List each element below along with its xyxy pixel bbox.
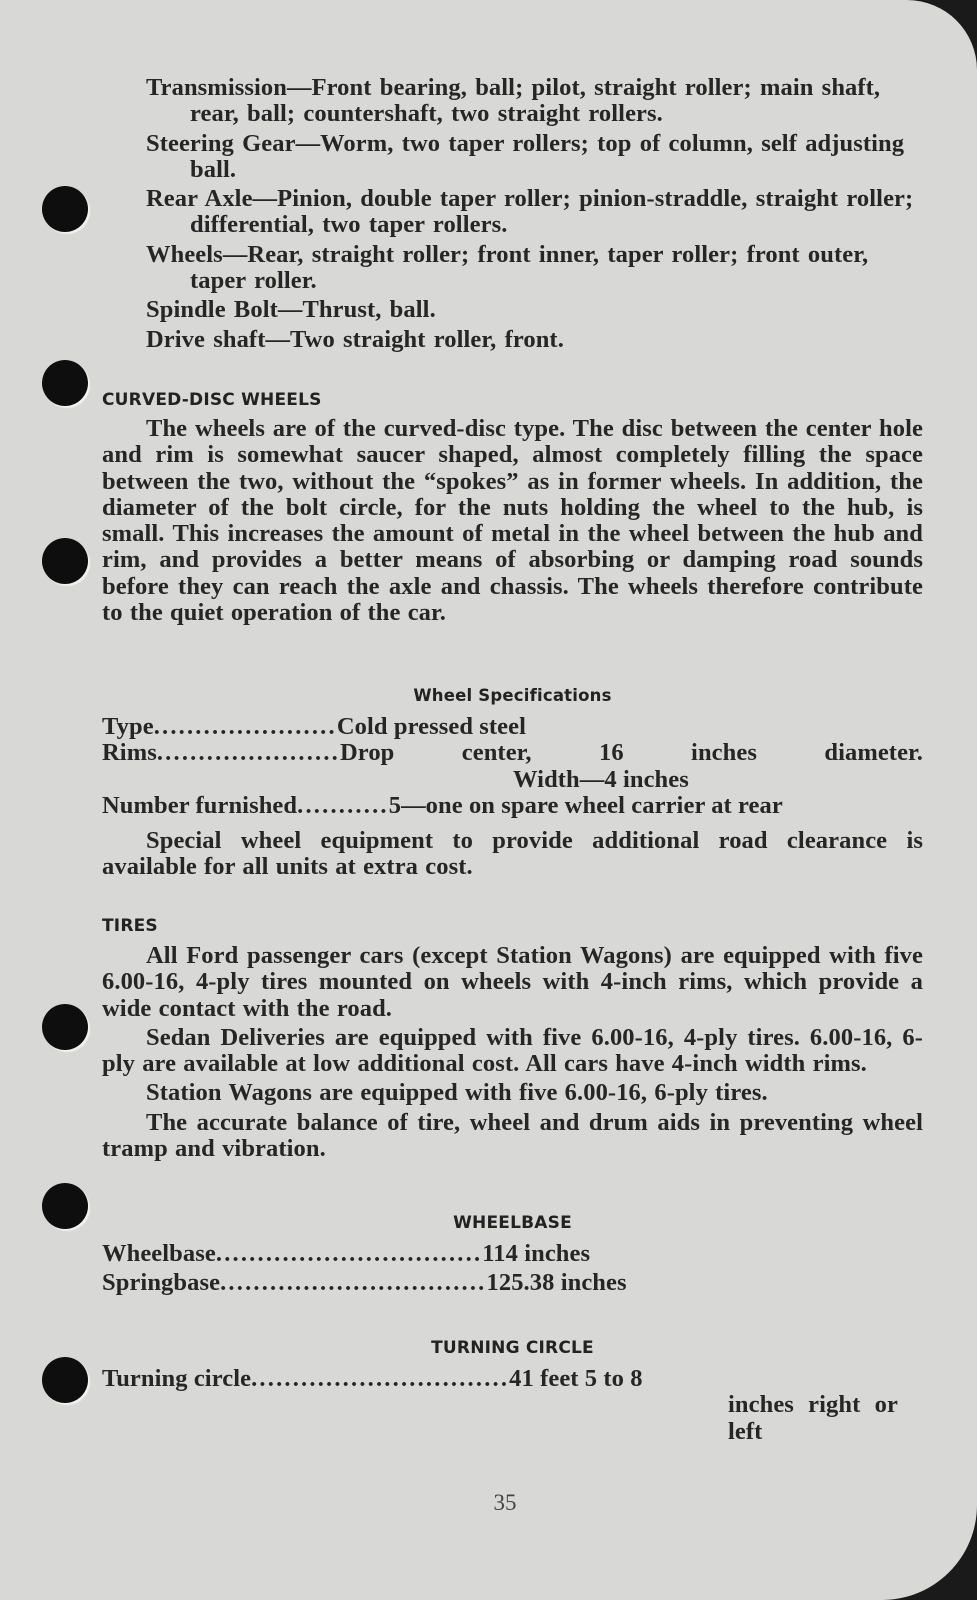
wheel-specs-table [102,714,923,819]
tires-section [102,943,923,1162]
spec-label: Rims [102,739,157,767]
wheel-specs-note [102,828,923,881]
leader-dots: ...................... [153,714,337,740]
binder-hole-2 [42,360,88,406]
leader-dots: ................................ [215,1241,483,1267]
wheelbase-table [102,1241,862,1297]
turning-circle-row [102,1366,922,1392]
spec-row-type [102,714,923,740]
spec-label: Number furnished [102,791,298,819]
binder-hole-6 [42,1357,88,1403]
spec-row-rims-continuation: Width—4 inches [513,765,689,793]
spec-label: Turning circle [102,1365,252,1392]
binder-hole-4 [42,1004,88,1050]
spec-value: 114 inches [482,1240,591,1267]
bearing-item-steering-gear: Steering Gear—Worm, two taper rollers; top of column, self adjusting ball. [146,129,905,183]
tires-paragraph-2: Sedan Deliveries are equipped with five 6.00-16, 4-ply tires. 6.00-16, 6-ply are available at low additional cost. All cars have 4-inch width rims. [102,1023,923,1078]
turning-circle-table [102,1366,922,1445]
turning-circle-value-line-3: left [728,1417,763,1445]
turning-circle-value-line-2: inches right or [728,1391,898,1419]
bearing-item-spindle-bolt: Spindle Bolt—Thrust, ball. [146,296,436,324]
tires-paragraph-3: Station Wagons are equipped with five 6.00-16, 6-ply tires. [146,1079,768,1107]
spec-value: 125.38 inches [486,1269,627,1297]
leader-dots: ........... [297,792,389,819]
binder-hole-1 [42,186,88,232]
binder-hole-5 [42,1183,88,1229]
wheelbase-row [102,1241,862,1267]
tires-paragraph-4: The accurate balance of tire, wheel and drum aids in preventing wheel tramp and vibration. [102,1108,923,1163]
bearing-item-transmission: Transmission—Front bearing, ball; pilot, straight roller; main shaft, rear, ball; countershaft, two straight rollers. [146,74,881,128]
springbase-row [102,1270,862,1296]
wheel-specs-note-text: Special wheel equipment to provide additional road clearance is available for all units at extra cost. [102,827,923,881]
tires-paragraph-1: All Ford passenger cars (except Station Wagons) are equipped with five 6.00-16, 4-ply tires mounted on wheels with 4-inch rims, which provide a wide contact with the road. [102,942,923,1022]
section-heading-curved-disc-wheels: CURVED-DISC WHEELS [102,390,322,410]
spec-value: 5—one on spare wheel carrier at rear [388,791,783,819]
spec-value: Drop center, 16 inches diameter. [340,739,923,767]
bearing-item-rear-axle: Rear Axle—Pinion, double taper roller; pinion-straddle, straight roller; differential, two taper rollers. [146,185,914,239]
curved-disc-paragraph: The wheels are of the curved-disc type. The disc between the center hole and rim is somewhat saucer shaped, almost completely filling the space between the two, without the “spokes” as in former wheels. In addition, the diameter of the bolt circle, for the nuts holding the wheel to the hub, is small. This increases the amount of metal in the wheel between the hub and rim, and provides a better means of absorbing or damping road sounds before they can reach the axle and chassis. The wheels therefore contribute to the quiet operation of the car. [102,415,923,627]
curved-disc-section [102,416,923,626]
leader-dots: ............................... [251,1366,510,1392]
bearing-item-wheels: Wheels—Rear, straight roller; front inner, taper roller; front outer, taper roller. [146,240,869,295]
page-number: 35 [493,1490,517,1515]
spec-label: Type [102,713,154,740]
spec-row-rims [102,740,923,766]
section-heading-wheel-specifications: Wheel Specifications [413,686,612,705]
leader-dots: ................................ [220,1270,487,1297]
spec-value: Cold pressed steel [336,713,527,740]
spec-row-number-furnished [102,793,923,819]
bearing-item-drive-shaft: Drive shaft—Two straight roller, front. [146,325,564,353]
leader-dots: ...................... [156,740,340,767]
bearings-list [146,75,926,353]
section-heading-wheelbase: WHEELBASE [453,1213,572,1233]
spec-label: Wheelbase [102,1240,216,1267]
section-heading-tires: TIRES [102,916,158,936]
binder-hole-3 [42,538,88,584]
spec-value: 41 feet 5 to 8 [509,1365,643,1392]
section-heading-turning-circle: TURNING CIRCLE [431,1338,594,1358]
spec-label: Springbase [102,1269,221,1297]
